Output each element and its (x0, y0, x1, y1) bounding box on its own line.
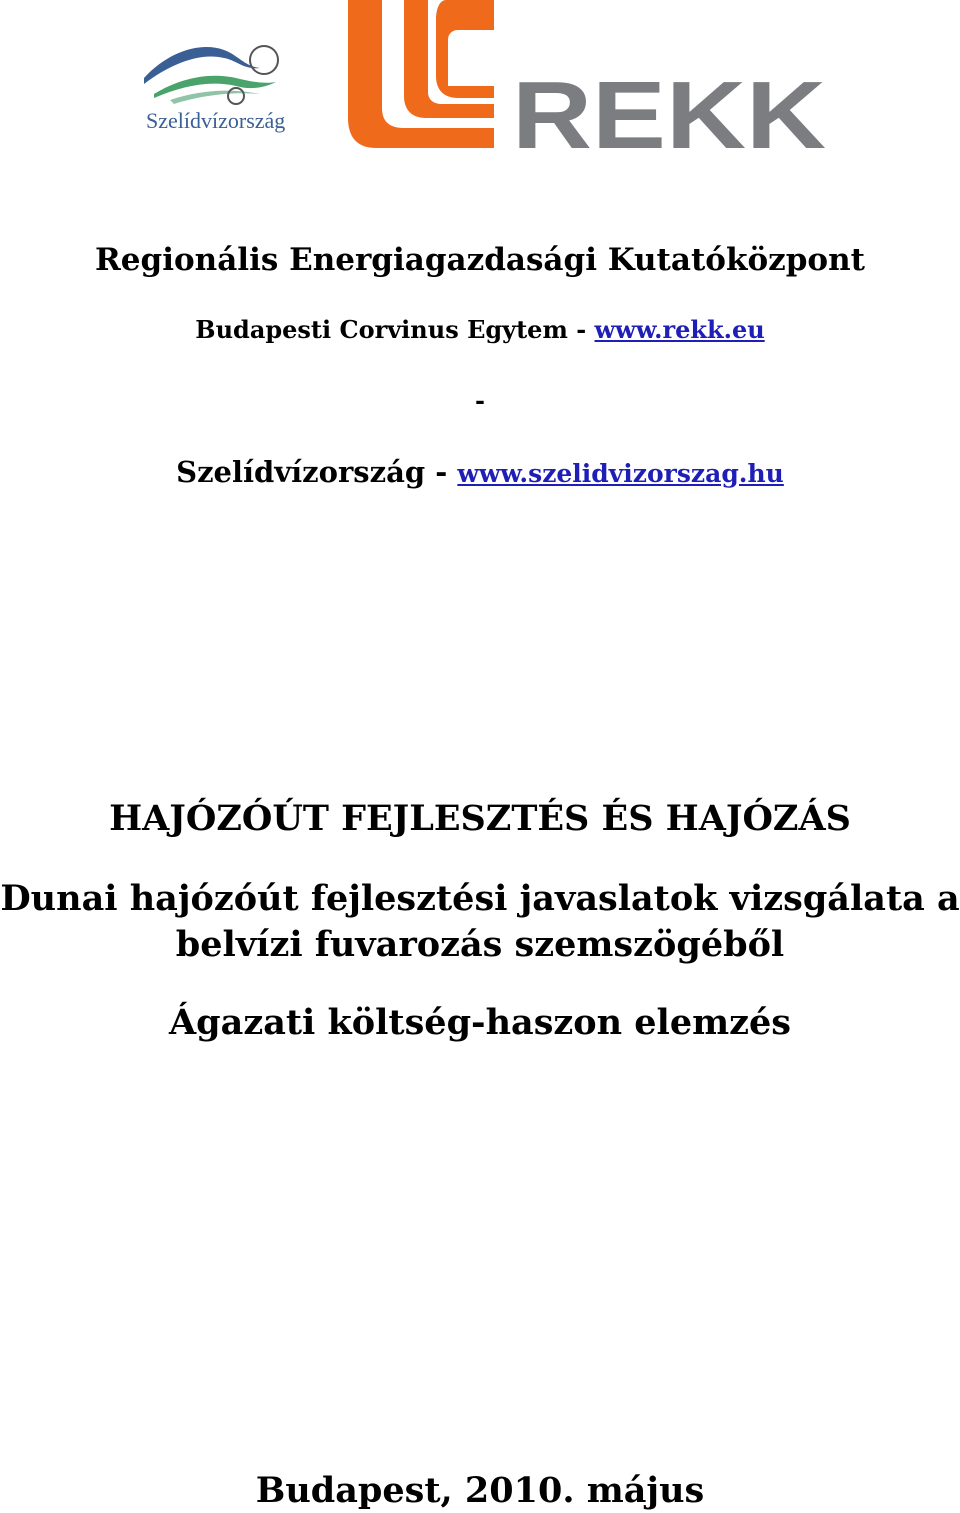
partner-line (0, 455, 960, 489)
place-date: Budapest, 2010. május (255, 1470, 705, 1511)
rekk-logo-graphic (346, 0, 828, 150)
szelidvizorszag-logo-text: Szelídvízország (146, 108, 286, 133)
szelidvizorszag-logo (140, 38, 310, 138)
document-title: HAJÓZÓÚT FEJLESZTÉS ÉS HAJÓZÁS (109, 798, 851, 839)
separator: - (475, 386, 485, 415)
university-text: Budapesti Corvinus Egytem - (195, 315, 595, 344)
szelidvizorszag-logo-graphic (140, 38, 310, 138)
subtitle-line-1: Dunai hajózóút fejlesztési javaslatok vizsgálata a (0, 878, 960, 919)
rekk-logo (346, 0, 828, 150)
subtitle-line-2: belvízi fuvarozás szemszögéből (175, 924, 785, 965)
partner-text: Szelídvízország - (176, 455, 458, 489)
university-line (0, 315, 960, 344)
rekk-website-link[interactable]: www.rekk.eu (594, 315, 765, 344)
organization-name: Regionális Energiagazdasági Kutatóközpont (95, 242, 865, 278)
analysis-type: Ágazati költség-haszon elemzés (169, 1002, 791, 1043)
szelidvizorszag-website-link[interactable]: www.szelidvizorszag.hu (457, 459, 784, 488)
rekk-logo-text: REKK (512, 62, 826, 150)
